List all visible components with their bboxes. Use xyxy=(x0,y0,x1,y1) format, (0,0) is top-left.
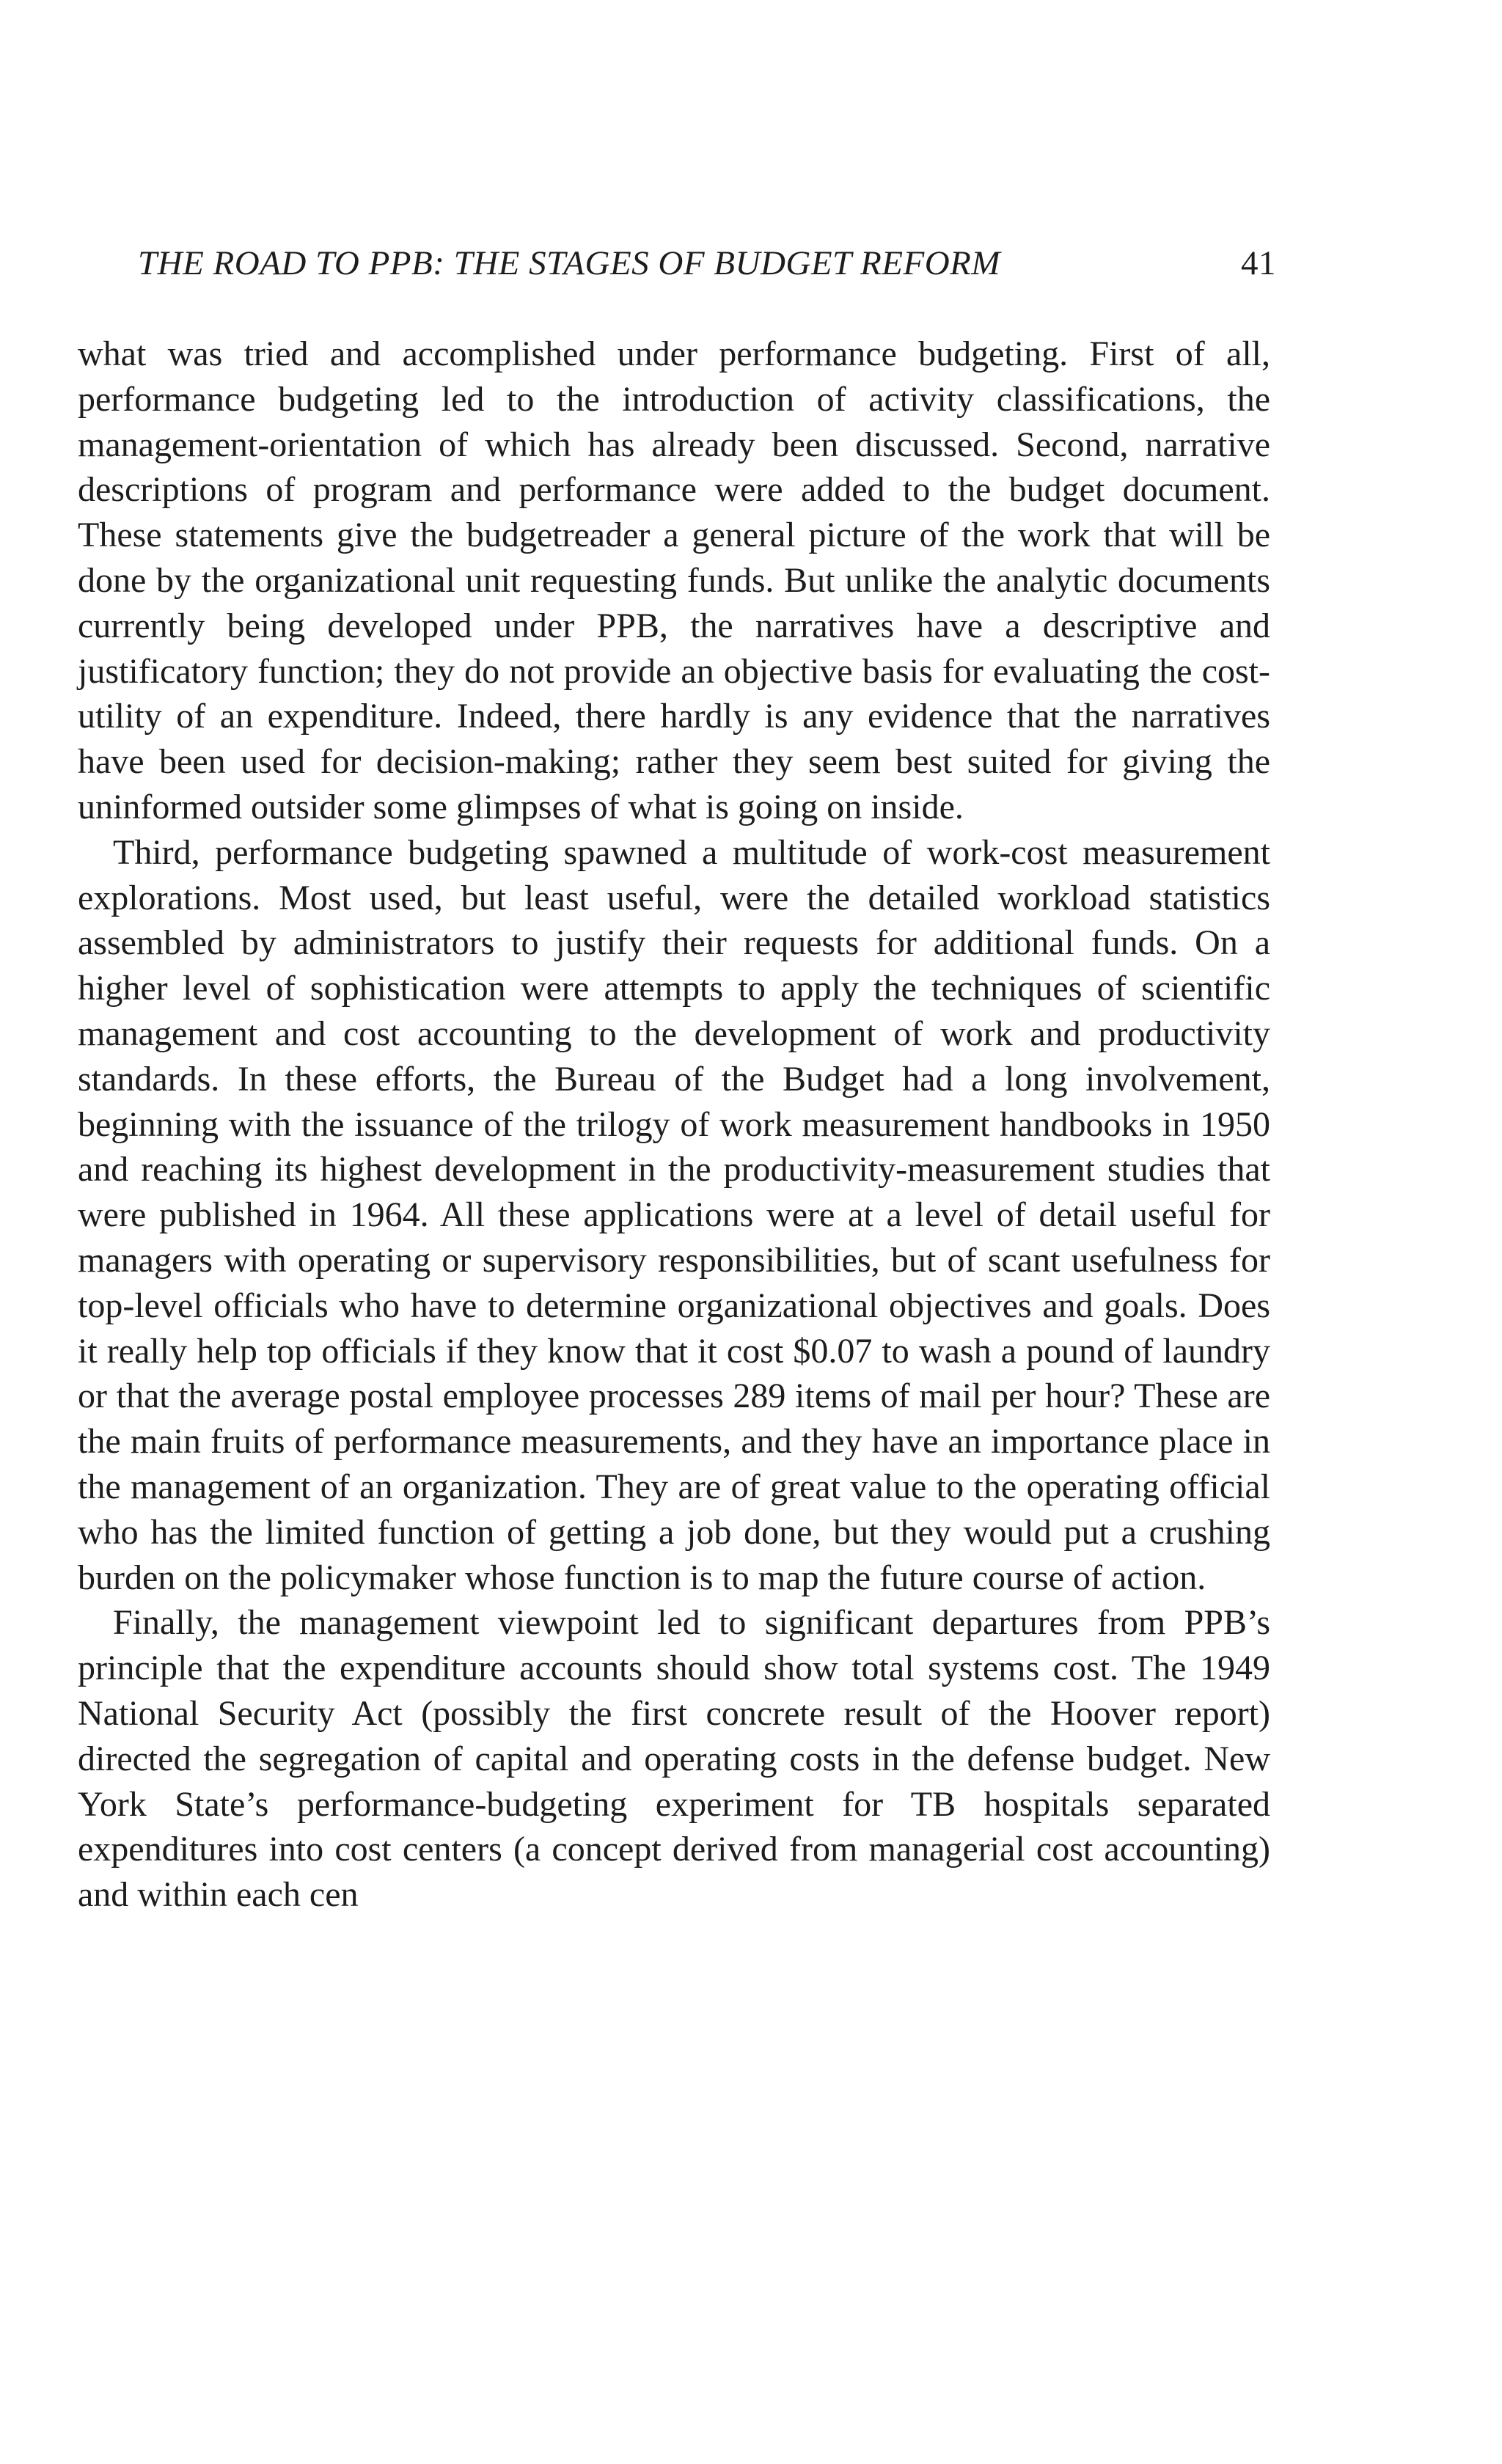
running-title: THE ROAD TO PPB: THE STAGES OF BUDGET REFORM xyxy=(138,244,1001,282)
page-number: 41 xyxy=(1241,244,1276,282)
paragraph-continuation: what was tried and accomplished under performance budgeting. First of all, performance budgeting led to the introduction of activity classifications, the management-orientation of which has already been discussed. Second, narrative descriptions of program and performance were added to the budget document. These statements give the budgetreader a general picture of the work that will be done by the organizational unit requesting funds. But unlike the analytic documents currently being developed under PPB, the narratives have a descriptive and justificatory function; they do not provide an objective basis for evaluating the cost-utility of an expenditure. Indeed, there hardly is any evidence that the narratives have been used for decision-making; rather they seem best suited for giving the uninformed outsider some glimpses of what is going on inside. xyxy=(78,334,1270,826)
running-head xyxy=(138,243,1276,287)
paragraph-work-cost-measurement: Third, performance budgeting spawned a multitude of work-cost measurement explorations. Most used, but least useful, were the detailed workload statistics assembled by administrators to justify their requests for additional funds. On a higher level of sophistication were attempts to apply the techniques of scientific management and cost accounting to the development of work and productivity standards. In these efforts, the Bureau of the Budget had a long involvement, beginning with the issuance of the trilogy of work measurement handbooks in 1950 and reaching its highest development in the productivity-measurement studies that were published in 1964. All these applications were at a level of detail useful for managers with operating or supervisory responsibilities, but of scant usefulness for top-level officials who have to determine organizational objectives and goals. Does it really help top officials if they know that it cost $0.07 to wash a pound of laundry or that the average postal employee processes 289 items of mail per hour? These are the main fruits of performance measurements, and they have an importance place in the management of an organization. They are of great value to the operating official who has the limited function of getting a job done, but they would put a crushing burden on the policymaker whose function is to map the future course of action. xyxy=(78,832,1270,1597)
paragraph-management-viewpoint: Finally, the management viewpoint led to significant departures from PPB’s principle that the expenditure accounts should show total systems cost. The 1949 National Security Act (possibly the first concrete result of the Hoover report) directed the segregation of capital and operating costs in the defense budget. New York State’s performance-budgeting experiment for TB hospitals separated expenditures into cost centers (a concept derived from managerial cost accounting) and within each cen xyxy=(78,1603,1270,1915)
body-text xyxy=(78,331,1270,1918)
